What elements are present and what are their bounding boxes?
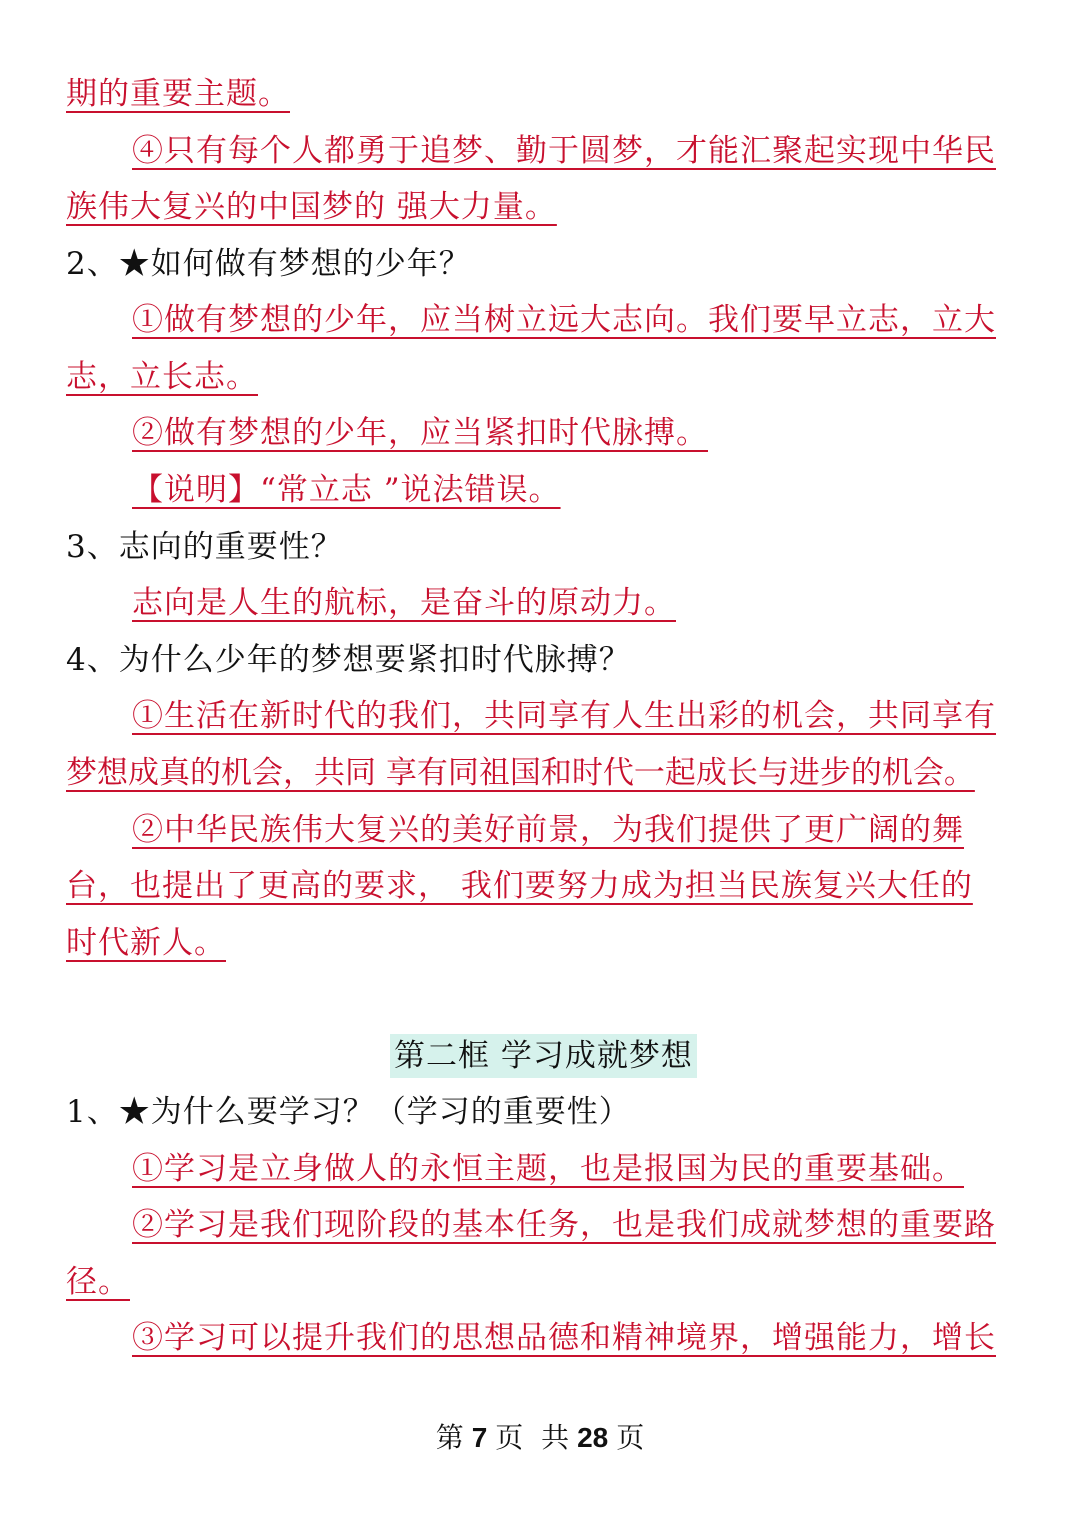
answer-line: ③学习可以提升我们的思想品德和精神境界，增强能力，增长	[132, 1320, 996, 1356]
answer-line: ②中华民族伟大复兴的美好前景，为我们提供了更广阔的舞	[132, 812, 964, 848]
answer-line: 径。	[66, 1264, 130, 1300]
footer-suffix: 页	[616, 1421, 645, 1454]
answer-line: ①做有梦想的少年，应当树立远大志向。我们要早立志，立大	[132, 302, 996, 338]
footer-page-number: 7	[471, 1422, 488, 1453]
answer-line: 志，立长志。	[66, 359, 258, 395]
note-line: 【说明】“常立志 ”说法错误。	[132, 472, 561, 508]
footer-middle: 页 共	[495, 1421, 570, 1454]
footer-prefix: 第	[435, 1421, 464, 1454]
question-heading: 2、★如何做有梦想的少年？	[66, 246, 471, 282]
answer-line: 台，也提出了更高的要求， 我们要努力成为担当民族复兴大任的	[66, 868, 973, 904]
answer-line: 期的重要主题。	[66, 76, 290, 112]
answer-line: ④只有每个人都勇于追梦、勤于圆梦，才能汇聚起实现中华民	[132, 133, 996, 169]
question-heading: 4、为什么少年的梦想要紧扣时代脉搏？	[66, 642, 631, 678]
answer-line: ①生活在新时代的我们，共同享有人生出彩的机会，共同享有	[132, 698, 996, 734]
answer-line: ②做有梦想的少年，应当紧扣时代脉搏。	[132, 415, 708, 451]
question-heading: 3、志向的重要性？	[66, 529, 343, 565]
answer-line: 梦想成真的机会，共同 享有同祖国和时代一起成长与进步的机会。	[66, 755, 975, 791]
answer-line: 志向是人生的航标，是奋斗的原动力。	[132, 585, 676, 621]
answer-line: 时代新人。	[66, 925, 226, 961]
page-footer	[0, 1420, 1080, 1456]
section-heading: 第二框 学习成就梦想	[390, 1034, 697, 1078]
answer-line: ①学习是立身做人的永恒主题，也是报国为民的重要基础。	[132, 1151, 964, 1187]
answer-line: 族伟大复兴的中国梦的 强大力量。	[66, 189, 557, 225]
footer-total-pages: 28	[577, 1422, 609, 1453]
answer-line: ②学习是我们现阶段的基本任务，也是我们成就梦想的重要路	[132, 1207, 996, 1243]
question-heading: 1、★为什么要学习？（学习的重要性）	[66, 1094, 631, 1130]
